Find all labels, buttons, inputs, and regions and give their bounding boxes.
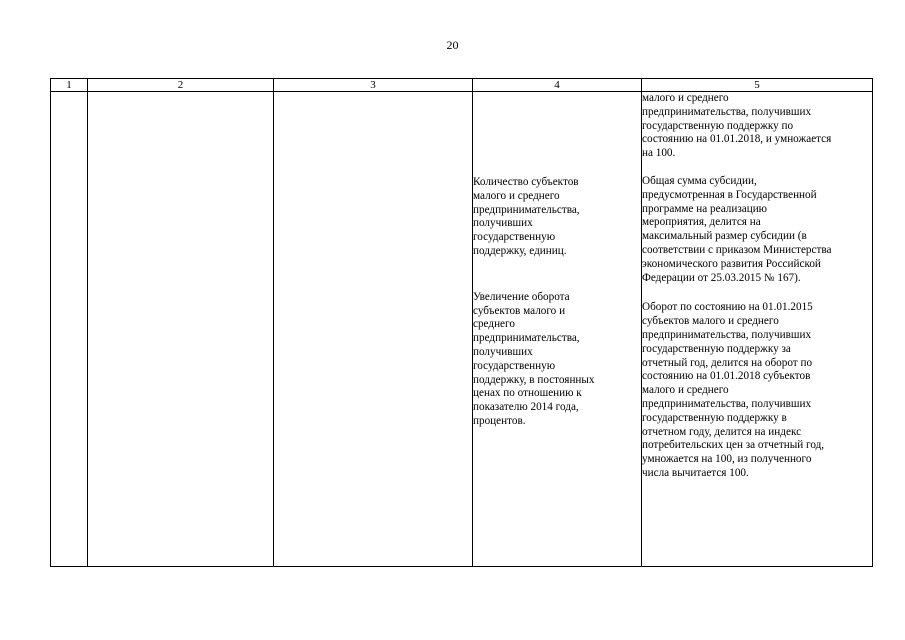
- cell-col-3: [274, 92, 473, 567]
- cell-col-4: [473, 92, 642, 567]
- header-col-2: 2: [88, 79, 274, 92]
- header-col-3: 3: [274, 79, 473, 92]
- indicator-turnover-text: Увеличение оборота субъектов малого и среднего предпринимательства, получивших государственную поддержку, в постоянных ценах по отношению к показателю 2014 года, процентов.: [473, 290, 595, 427]
- cell-col-5: [642, 92, 873, 567]
- header-col-5: 5: [642, 79, 873, 92]
- indicator-count-text: Количество субъектов малого и среднего предпринимательства, получивших государственную поддержку, единиц.: [473, 176, 580, 257]
- document-table: [50, 78, 873, 567]
- header-col-1: 1: [51, 79, 88, 92]
- page-number: 20: [446, 38, 459, 52]
- cell-col-1: [51, 92, 88, 567]
- header-col-4: 4: [473, 79, 642, 92]
- method-continuation-text: малого и среднего предпринимательства, получивших государственную поддержку по состоянию на 01.01.2018, и умножается на 100.: [642, 92, 832, 160]
- method-subsidy-text: Общая сумма субсидии, предусмотренная в Государственной программе на реализацию мероприятия, делится на максимальный размер субсидии (в соответствии с приказом Министерства экономического развития Российской Федерации от 25.03.2015 № 167).: [642, 174, 832, 284]
- method-turnover-text: Оборот по состоянию на 01.01.2015 субъектов малого и среднего предпринимательства, получивших государственную поддержку за отчетный год, делится на оборот по состоянию на 01.01.2018 субъектов малого и среднего предпринимательства, получивших государственную поддержку в отчетном году, делится на индекс потребительских цен за отчетный год, умножается на 100, из полученного числа вычитается 100.: [642, 301, 825, 479]
- table-header-row: [51, 79, 873, 92]
- cell-col-2: [88, 92, 274, 567]
- table-row: [51, 92, 873, 567]
